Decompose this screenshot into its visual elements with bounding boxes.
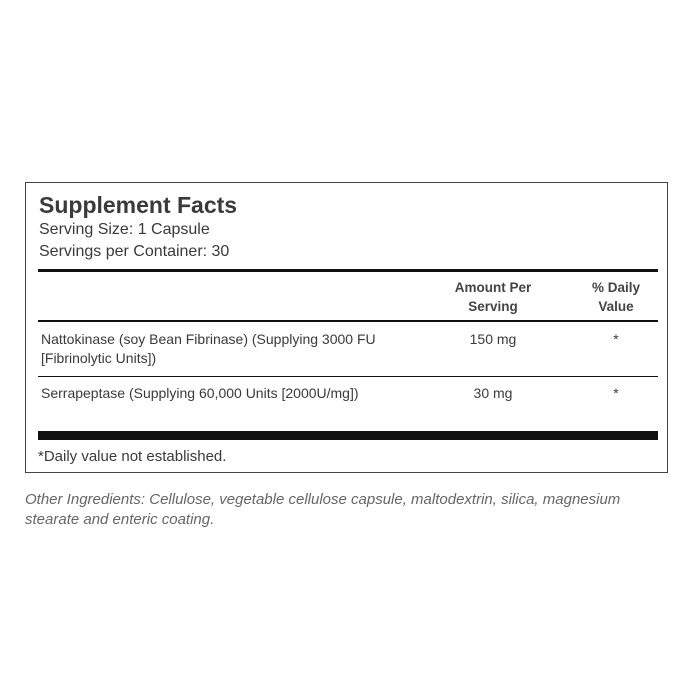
other-ingredients: Other Ingredients: Cellulose, vegetable cellulose capsule, maltodextrin, silica, magnesium stearate and enteric coating. bbox=[25, 491, 621, 528]
header-daily-value: % Daily Value bbox=[591, 280, 641, 314]
footnote: *Daily value not established. bbox=[38, 448, 227, 465]
nutrient-daily-value: * bbox=[613, 331, 619, 347]
servings-per-container: Servings per Container: 30 bbox=[39, 243, 230, 260]
nutrient-daily-value: * bbox=[613, 385, 619, 401]
panel-title: Supplement Facts bbox=[39, 192, 238, 218]
supplement-facts-panel bbox=[25, 182, 668, 473]
thick-divider bbox=[38, 269, 658, 272]
nutrient-amount: 150 mg bbox=[469, 331, 517, 347]
bottom-thick-bar bbox=[38, 431, 658, 440]
nutrient-name: Nattokinase (soy Bean Fibrinase) (Supplying 3000 FU [Fibrinolytic Units]) bbox=[41, 331, 376, 366]
header-amount-per-serving: Amount Per Serving bbox=[454, 280, 532, 314]
nutrient-amount: 30 mg bbox=[473, 385, 513, 401]
header-divider bbox=[38, 320, 658, 322]
serving-size: Serving Size: 1 Capsule bbox=[39, 221, 210, 238]
nutrient-name: Serrapeptase (Supplying 60,000 Units [2000U/mg]) bbox=[41, 385, 359, 401]
row-divider bbox=[38, 376, 658, 377]
